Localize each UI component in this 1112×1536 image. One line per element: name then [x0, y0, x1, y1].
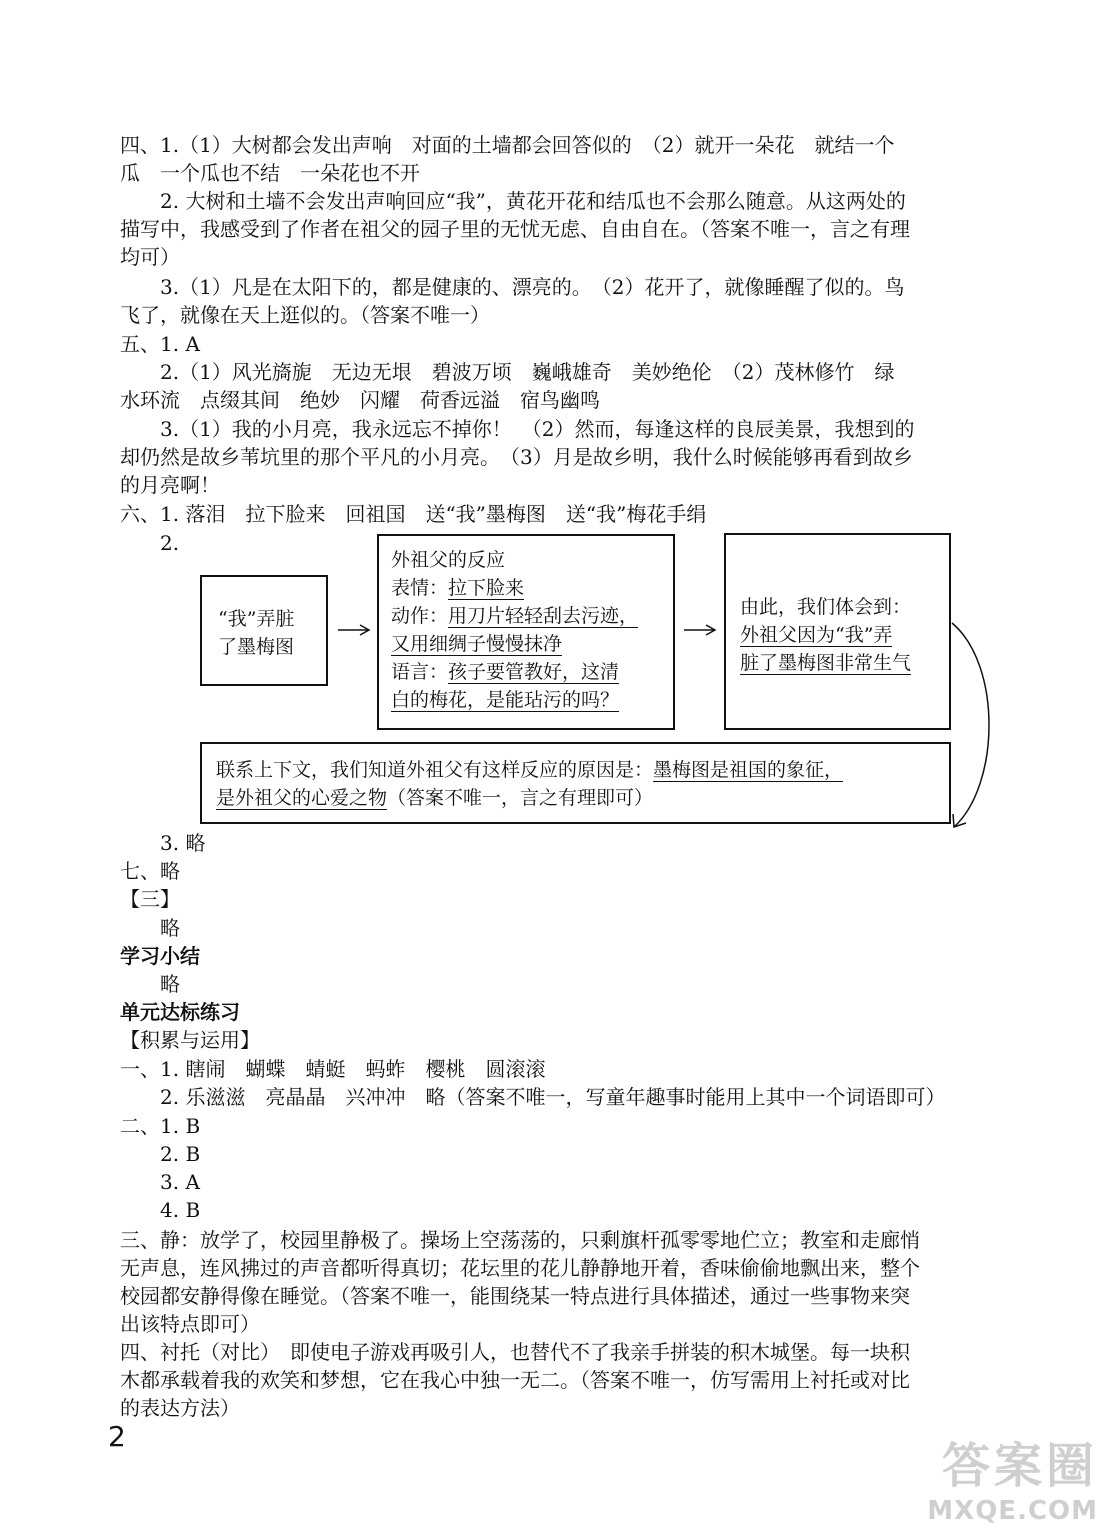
action-answer-2: 又用细绸子慢慢抹净: [391, 633, 563, 655]
section-heading: 学习小结: [120, 944, 200, 968]
reason-note: （答案不唯一，言之有理即可）: [387, 787, 654, 809]
action-answer-1: 用刀片轻轻刮去污迹，: [448, 605, 639, 627]
text-line: 的表达方法）: [120, 1396, 240, 1420]
expression-label: 表情：: [391, 577, 449, 599]
section-heading: 单元达标练习: [120, 1000, 240, 1024]
cause-line-1: “我”弄脏: [218, 608, 295, 630]
diagram-box-reaction: [377, 534, 675, 730]
watermark-url: MXQE.COM: [927, 1496, 1098, 1526]
speech-answer-1: 孩子要管教好，这清: [448, 661, 620, 683]
text-line: 二、1. B: [120, 1114, 201, 1138]
cause-line-2: 了墨梅图: [218, 636, 295, 658]
page-number: 2: [108, 1420, 126, 1453]
arrow-right-icon: [682, 622, 718, 638]
text-line: 3. 略: [120, 831, 206, 855]
reason-answer-1: 墨梅图是祖国的象征，: [653, 759, 844, 781]
text-line: 水环流 点缀其间 绝妙 闪耀 荷香远溢 宿鸟幽鸣: [120, 388, 600, 412]
reason-prefix: 联系上下文，我们知道外祖父有这样反应的原因是：: [216, 759, 654, 781]
feeling-title: 由此，我们体会到：: [740, 596, 912, 618]
text-line: 【三】: [120, 887, 180, 911]
text-line: 四、衬托（对比） 即使电子游戏再吸引人，也替代不了我亲手拼装的积木城堡。每一块积: [120, 1340, 910, 1364]
text-line: 均可）: [120, 245, 180, 269]
reason-line-2: [216, 784, 949, 812]
speech-answer-2: 白的梅花，是能玷污的吗？: [391, 689, 620, 711]
text-line: 2.（1）风光旖旎 无边无垠 碧波万顷 巍峨雄奇 美妙绝伦 （2）茂林修竹 绿: [120, 360, 895, 384]
text-line: 2. 大树和土墙不会发出声响回应“我”，黄花开花和结瓜也不会那么随意。从这两处的: [120, 189, 906, 213]
feeling-line-1: [740, 621, 949, 649]
text-line: 飞了，就像在天上逛似的。（答案不唯一）: [120, 303, 490, 327]
text-line: 三、静：放学了，校园里静极了。操场上空荡荡的，只剩旗杆孤零零地伫立；教室和走廊悄: [120, 1228, 920, 1252]
feeling-answer-1: 外祖父因为“我”弄: [740, 624, 893, 646]
text-line: 无声息，连风拂过的声音都听得真切；花坛里的花儿静静地开着，香味偷偷地飘出来，整个: [120, 1256, 920, 1280]
text-line: 2.: [120, 531, 180, 555]
text-line: 2. B: [120, 1142, 201, 1166]
reaction-title: 外祖父的反应: [391, 549, 506, 571]
feeling-line-2: [740, 649, 949, 677]
text-line: 五、1. A: [120, 332, 200, 356]
reaction-action-cont: [391, 630, 673, 658]
text-line: 略: [120, 972, 180, 996]
text-line: 一、1. 瞎闹 蝴蝶 蜻蜓 蚂蚱 樱桃 圆滚滚: [120, 1057, 546, 1081]
text-line: 【积累与运用】: [120, 1028, 260, 1052]
text-line: 却仍然是故乡苇坑里的那个平凡的小月亮。 （3）月是故乡明，我什么时候能够再看到故乡: [120, 445, 913, 469]
reason-line-1: [216, 756, 949, 784]
action-label: 动作：: [391, 605, 449, 627]
text-line: 3.（1）凡是在太阳下的，都是健康的、漂亮的。 （2）花开了，就像睡醒了似的。鸟: [120, 275, 905, 299]
text-line: 六、1. 落泪 拉下脸来 回祖国 送“我”墨梅图 送“我”梅花手绢: [120, 502, 707, 526]
text-line: 3. A: [120, 1170, 200, 1194]
expression-answer: 拉下脸来: [448, 577, 525, 599]
text-line: 校园都安静得像在睡觉。（答案不唯一，能围绕某一特点进行具体描述，通过一些事物来突: [120, 1284, 910, 1308]
feeling-answer-2: 脏了墨梅图非常生气: [740, 652, 912, 674]
text-line: 的月亮啊！: [120, 473, 220, 497]
watermark-logo: [927, 1427, 1098, 1526]
text-line: 描写中，我感受到了作者在祖父的园子里的无忧无虑、自由自在。（答案不唯一，言之有理: [120, 217, 910, 241]
text-line: 七、略: [120, 859, 180, 883]
reaction-speech: [391, 658, 673, 686]
text-line: 四、1.（1）大树都会发出声响 对面的土墙都会回答似的 （2）就开一朵花 就结一个: [120, 133, 895, 157]
text-line: 略: [120, 916, 180, 940]
text-line: 2. 乐滋滋 亮晶晶 兴冲冲 略（答案不唯一，写童年趣事时能用上其中一个词语即可）: [120, 1085, 946, 1109]
reaction-expression: [391, 574, 673, 602]
text-line: 3.（1）我的小月亮，我永远忘不掉你！ （2）然而，每逢这样的良辰美景，我想到的: [120, 417, 915, 441]
reason-answer-2: 是外祖父的心爱之物: [216, 787, 388, 809]
diagram-box-cause: [200, 575, 328, 686]
text-line: 出该特点即可）: [120, 1312, 260, 1336]
reaction-speech-cont: [391, 686, 673, 714]
reaction-action: [391, 602, 673, 630]
diagram-box-feeling: [724, 533, 951, 730]
text-line: 4. B: [120, 1198, 201, 1222]
diagram-box-reason: [200, 742, 951, 824]
arrow-right-icon: [336, 622, 372, 638]
text-line: 木都承载着我的欢笑和梦想，它在我心中独一无二。（答案不唯一，仿写需用上衬托或对比: [120, 1368, 910, 1392]
speech-label: 语言：: [391, 661, 449, 683]
text-line: 瓜 一个瓜也不结 一朵花也不开: [120, 161, 420, 185]
watermark-title: 答案圈: [941, 1438, 1098, 1494]
